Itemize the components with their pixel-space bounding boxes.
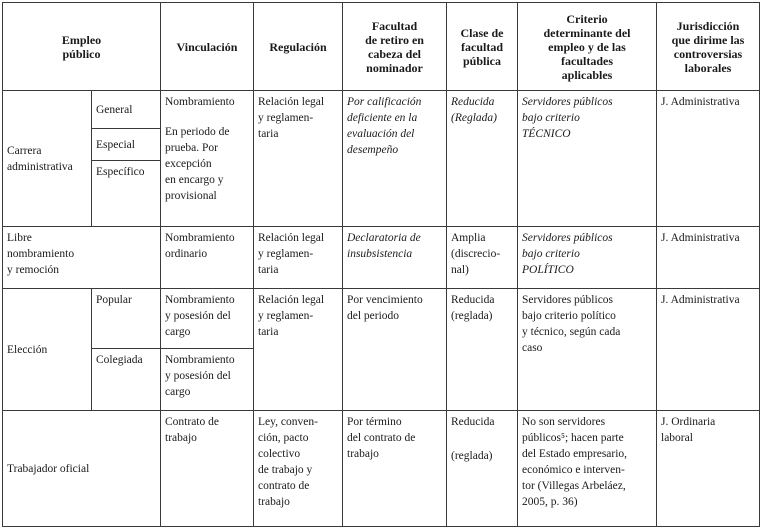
carrera-criterio: Servidores públicos bajo criterio TÉCNICO <box>518 91 657 227</box>
libre-regulacion: Relación legal y reglamen- taria <box>254 227 343 289</box>
trabajador-facultad: Por término del contrato de trabajo <box>343 411 447 527</box>
trabajador-vinculacion: Contrato de trabajo <box>161 411 254 527</box>
header-empleo: Empleo público <box>3 3 161 91</box>
libre-criterio: Servidores públicos bajo criterio POLÍTICO <box>518 227 657 289</box>
trabajador-criterio: No son servidores públicos⁵; hacen parte del Estado empresario, económico e interven- tor (Villegas Arbeláez, 2005, p. 36) <box>518 411 657 527</box>
eleccion-sub-popular: Popular <box>92 289 161 349</box>
table-row-trabajador <box>3 411 760 527</box>
eleccion-clase: Reducida (reglada) <box>447 289 518 411</box>
eleccion-criterio: Servidores públicos bajo criterio político y técnico, según cada caso <box>518 289 657 411</box>
eleccion-vinculacion-colegiada: Nombramiento y posesión del cargo <box>161 349 254 411</box>
eleccion-label: Elección <box>3 289 92 411</box>
libre-jurisdiccion: J. Administrativa <box>657 227 760 289</box>
libre-label: Libre nombramiento y remoción <box>3 227 161 289</box>
trabajador-jurisdiccion: J. Ordinaria laboral <box>657 411 760 527</box>
header-clase-facultad: Clase de facultad pública <box>447 3 518 91</box>
carrera-label: Carrera administrativa <box>3 91 92 227</box>
carrera-regulacion: Relación legal y reglamen- taria <box>254 91 343 227</box>
libre-vinculacion: Nombramiento ordinario <box>161 227 254 289</box>
carrera-vinculacion-2: En periodo de prueba. Por excepción en encargo y provisional <box>165 126 230 202</box>
carrera-facultad: Por calificación deficiente en la evaluación del desempeño <box>343 91 447 227</box>
trabajador-label: Trabajador oficial <box>3 411 161 527</box>
carrera-sub-especial: Especial <box>92 129 161 161</box>
header-regulacion: Regulación <box>254 3 343 91</box>
header-vinculacion: Vinculación <box>161 3 254 91</box>
carrera-sub-especifico: Específico <box>92 161 161 227</box>
eleccion-regulacion: Relación legal y reglamen- taria <box>254 289 343 411</box>
eleccion-jurisdiccion: J. Administrativa <box>657 289 760 411</box>
trabajador-clase-2: (reglada) <box>451 450 493 462</box>
libre-clase: Amplia (discrecio- nal) <box>447 227 518 289</box>
table-row-libre <box>3 227 760 289</box>
header-criterio: Criterio determinante del empleo y de las facultades aplicables <box>518 3 657 91</box>
header-row <box>3 3 760 91</box>
employment-table <box>2 2 760 527</box>
header-jurisdiccion: Jurisdicción que dirime las controversias laborales <box>657 3 760 91</box>
carrera-vinculacion <box>161 91 254 227</box>
carrera-sub-general: General <box>92 91 161 129</box>
trabajador-regulacion: Ley, conven- ción, pacto colectivo de trabajo y contrato de trabajo <box>254 411 343 527</box>
carrera-jurisdiccion: J. Administrativa <box>657 91 760 227</box>
eleccion-facultad: Por vencimiento del periodo <box>343 289 447 411</box>
eleccion-vinculacion-popular: Nombramiento y posesión del cargo <box>161 289 254 349</box>
table-row-carrera-general <box>3 91 760 129</box>
header-facultad-retiro: Facultad de retiro en cabeza del nominador <box>343 3 447 91</box>
trabajador-clase-1: Reducida <box>451 416 495 428</box>
libre-facultad: Declaratoria de insubsistencia <box>343 227 447 289</box>
trabajador-clase <box>447 411 518 527</box>
carrera-vinculacion-1: Nombramiento <box>165 96 235 108</box>
eleccion-sub-colegiada: Colegiada <box>92 349 161 411</box>
carrera-clase: Reducida (Reglada) <box>447 91 518 227</box>
table-row-eleccion-popular <box>3 289 760 349</box>
